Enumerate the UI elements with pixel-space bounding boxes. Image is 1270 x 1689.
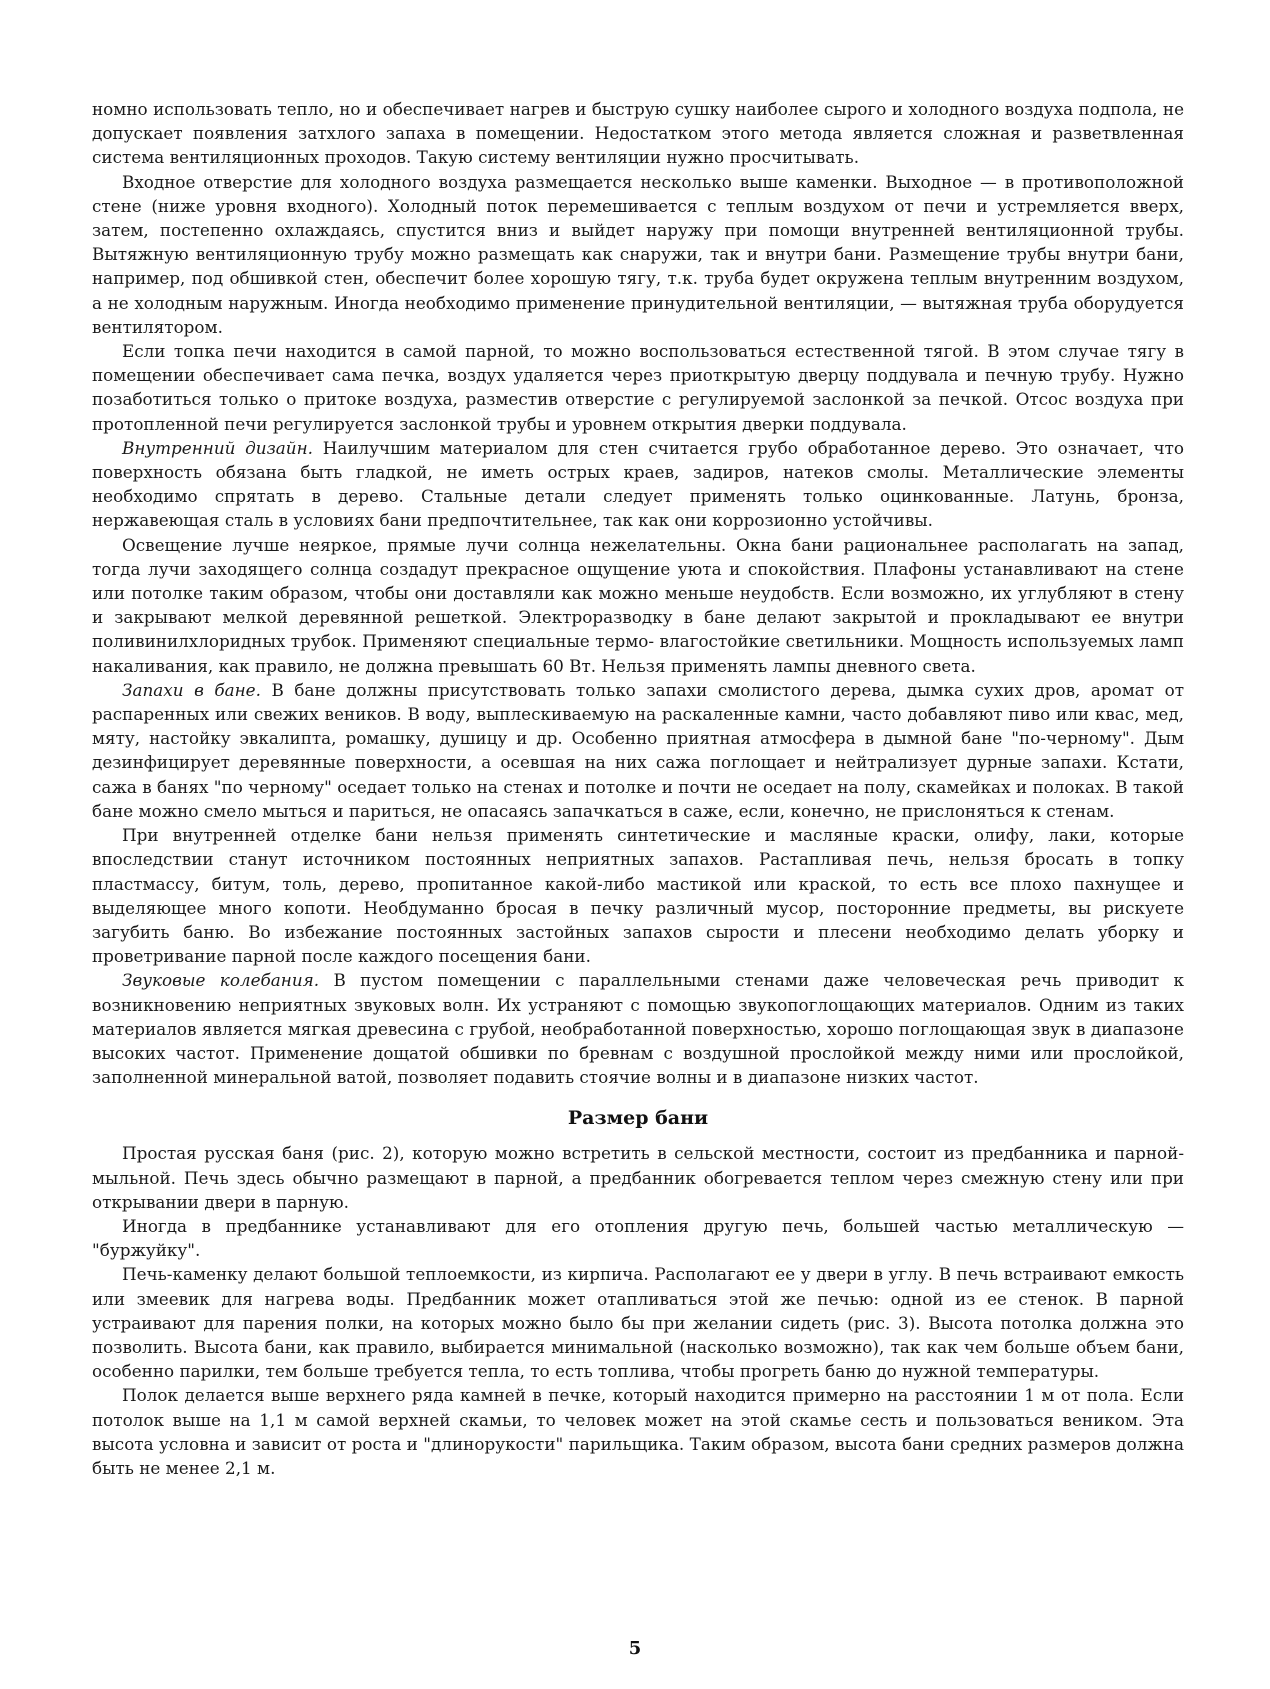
paragraph-smells	[92, 678, 1184, 823]
lead-interior-design: Внутренний дизайн.	[122, 437, 313, 458]
lead-sound: Звуковые колебания.	[122, 970, 320, 991]
text-smells: В бане должны присутствовать только запахи смолистого дерева, дымка сухих дров, аромат от распаренных или свежих веников. В воду, выплескиваемую на раскаленные камни, часто добавляют пиво или квас, мед, мяту, настойку эвкалипта, ромашку, душицу и др. Особенно приятная атмосфера в дымной бане "по-черному". Дым дезинфицирует деревянные поверхности, а осевшая на них сажа поглощает и нейтрализует дурные запахи. Кстати, сажа в банях "по черному" оседает только на стенах и потолке и почти не оседает на полу, скамейках и полоках. В такой бане можно смело мыться и париться, не опасаясь запачкаться в саже, если, конечно, не прислоняться к стенам.	[92, 679, 1184, 821]
text-interior-design: Наилучшим материалом для стен считается грубо обработанное дерево. Это означает, что поверхность обязана быть гладкой, не иметь острых краев, задиров, натеков смолы. Металлические элементы необходимо спрятать в дерево. Стальные детали следует применять только оцинкованные. Латунь, бронза, нержавеющая сталь в условиях бани предпочтительнее, так как они коррозионно устойчивы.	[92, 437, 1184, 531]
paragraph-second-stove: Иногда в предбаннике устанавливают для его отопления другую печь, большей частью металлическую — "буржуйку".	[92, 1215, 1184, 1261]
text-sound: В пустом помещении с параллельными стенами даже человеческая речь приводит к возникновению неприятных звуковых волн. Их устраняют с помощью звукопоглощающих материалов. Одним из таких материалов является мягкая древесина с грубой, необработанной поверхностью, хорошо поглощающая звук в диапазоне высоких частот. Применение дощатой обшивки по бревнам с воздушной прослойкой между ними или прослойкой, заполненной минеральной ватой, позволяет подавить стоячие волны и в диапазоне низких частот.	[92, 970, 1185, 1088]
paragraph-continuation: номно использовать тепло, но и обеспечивает нагрев и быструю сушку наиболее сырого и холодного воздуха подпола, не допускает появления затхлого запаха в помещении. Недостатком этого метода является сложная и разветвленная система вентиляционных проходов. Такую систему вентиляции нужно просчитывать.	[92, 99, 1184, 168]
paragraph-interior-design	[92, 436, 1184, 533]
paragraph-finishing: При внутренней отделке бани нельзя применять синтетические и масляные краски, олифу, лаки, которые впоследствии станут источником постоянных неприятных запахов. Растапливая печь, нельзя бросать в топку пластмассу, битум, толь, дерево, пропитанное какой-либо мастикой или краской, то есть все плохо пахнущее и выделяющее много копоти. Необдуманно бросая в печку различный мусор, посторонние предметы, вы рискуете загубить баню. Во избежание постоянных застойных запахов сырости и плесени необходимо делать уборку и проветривание парной после каждого посещения бани.	[92, 825, 1184, 967]
page-body	[92, 97, 1184, 1480]
paragraph-sound	[92, 968, 1184, 1089]
lead-smells: Запахи в бане.	[122, 679, 261, 700]
paragraph-lighting: Освещение лучше неяркое, прямые лучи солнца нежелательны. Окна бани рациональнее располагать на запад, тогда лучи заходящего солнца создадут прекрасное ощущение уюта и спокойствия. Плафоны устанавливают на стене или потолке таким образом, чтобы они доставляли как можно меньше неудобств. Если возможно, их углубляют в стену и закрывают мелкой деревянной решеткой. Электроразводку в бане делают закрытой и прокладывают ее внутри поливинилхлоридных трубок. Применяют специальные термо- влагостойкие светильники. Мощность используемых ламп накаливания, как правило, не должна превышать 60 Вт. Нельзя применять лампы дневного света.	[92, 534, 1184, 676]
paragraph-simple-bath: Простая русская баня (рис. 2), которую можно встретить в сельской местности, состоит из предбанника и парной-мыльной. Печь здесь обычно размещают в парной, а предбанник обогревается теплом через смежную стену или при открывании двери в парную.	[92, 1143, 1184, 1212]
section-heading: Размер бани	[567, 1107, 709, 1130]
paragraph-ventilation-openings: Входное отверстие для холодного воздуха размещается несколько выше каменки. Выходное — в противоположной стене (ниже уровня входного). Холодный поток перемешивается с теплым воздухом от печи и устремляется вверх, затем, постепенно охлаждаясь, спустится вниз и выйдет наружу при помощи внутренней вентиляционной трубы. Вытяжную вентиляционную трубу можно размещать как снаружи, так и внутри бани. Размещение трубы внутри бани, например, под обшивкой стен, обеспечит более хорошую тягу, т.к. труба будет окружена теплым внутренним воздухом, а не холодным наружным. Иногда необходимо применение принудительной вентиляции, — вытяжная труба оборудуется вентилятором.	[92, 171, 1184, 337]
page-number: 5	[628, 1638, 642, 1659]
paragraph-natural-draft: Если топка печи находится в самой парной, то можно воспользоваться естественной тягой. В этом случае тягу в помещении обеспечивает сама печка, воздух удаляется через приоткрытую дверцу поддувала и печную трубу. Нужно позаботиться только о притоке воздуха, разместив отверстие с регулируемой заслонкой за печкой. Отсос воздуха при протопленной печи регулируется заслонкой трубы и уровнем открытия дверки поддувала.	[92, 341, 1184, 434]
paragraph-shelf-height: Полок делается выше верхнего ряда камней в печке, который находится примерно на расстоянии 1 м от пола. Если потолок выше на 1,1 м самой верхней скамьи, то человек может на этой скамье сесть и пользоваться веником. Эта высота условна и зависит от роста и "длинорукости" парильщика. Таким образом, высота бани средних размеров должна быть не менее 2,1 м.	[92, 1385, 1184, 1478]
paragraph-stove-kamenka: Печь-каменку делают большой теплоемкости, из кирпича. Располагают ее у двери в углу. В печь встраивают емкость или змеевик для нагрева воды. Предбанник может отапливаться этой же печью: одной из ее стенок. В парной устраивают для парения полки, на которых можно было бы при желании сидеть (рис. 3). Высота потолка должна это позволить. Высота бани, как правило, выбирается минимальной (насколько возможно), так как чем больше объем бани, особенно парилки, тем больше требуется тепла, то есть топлива, чтобы прогреть баню до нужной температуры.	[92, 1264, 1184, 1382]
